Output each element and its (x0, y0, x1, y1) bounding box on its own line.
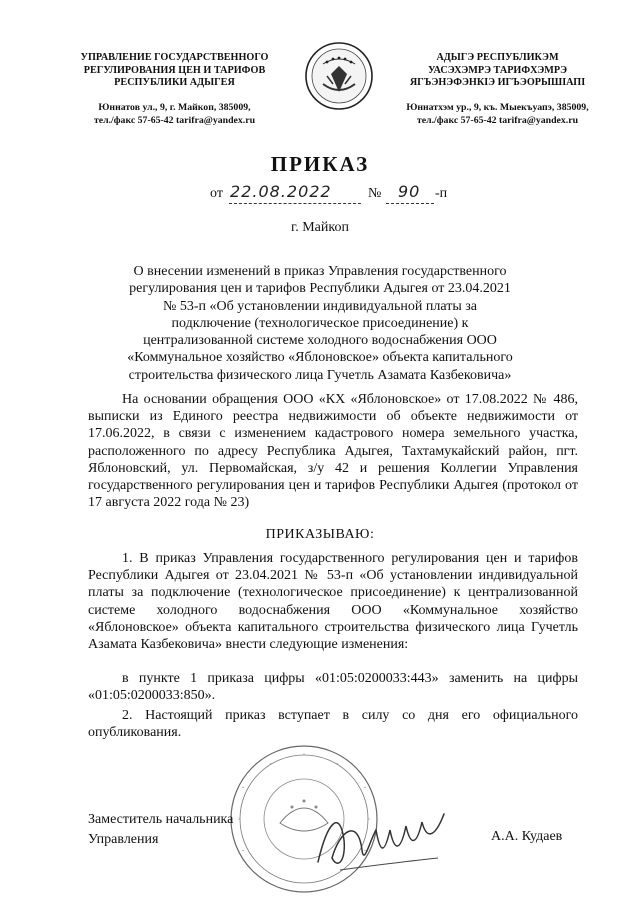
document-subject: О внесении изменений в приказ Управления государственного регулирования цен и тарифов Республики Адыгея от 23.04.2021 № 53-п «Об установлении индивидуальной платы за подключение (технологическое присоединение) к централизованной системе холодного водоснабжения ООО «Коммунальное хозяйство «Яблоновское» объекта капитального строительства физического лица Гучетль Азамата Казбековича» (127, 264, 513, 383)
right-org-name: АДЫГЭ РЕСПУБЛИКЭМ УАСЭХЭМРЭ ТАРИФХЭМРЭ ЯГЪЭНЭФЭНКІЭ ИГЪЭОРЫШІАПІ (409, 52, 586, 88)
signatory-position: Заместитель начальника Управления (88, 812, 234, 847)
number-sign: № (368, 186, 382, 201)
handwritten-number: 90 (398, 182, 421, 201)
number-underline (386, 203, 434, 204)
coat-of-arms-emblem (303, 40, 375, 112)
item-2-paragraph: 2. Настоящий приказ вступает в силу со дня его официального опубликования. (88, 708, 578, 741)
date-underline (229, 203, 361, 204)
handwritten-signature (310, 800, 450, 880)
handwritten-date: 22.08.2022 (230, 182, 332, 201)
item-1-paragraph: 1. В приказ Управления государственного регулирования цен и тарифов Республики Адыгея от 23.04.2021 № 53-п «Об установлении индивидуальной платы за подключение (технологическое присоединение) к централизованной системе холодного водоснабжения ООО «Коммунальное хозяйство «Яблоновское» объекта капитального строительства физического лица Гучетль Азамата Казбековича» внести следующие изменения: (88, 551, 578, 653)
signatory-name: А.А. Кудаев (491, 829, 563, 844)
date-number-line (200, 184, 460, 206)
left-org-address: Юннатов ул., 9, г. Майкоп, 385009, тел./факс 57-65-42 tarifra@yandex.ru (93, 102, 256, 126)
date-prefix: от (210, 186, 223, 201)
item-1-subparagraph: в пункте 1 приказа цифры «01:05:0200033:443» заменить на цифры «01:05:0200033:850». (88, 671, 578, 704)
city: г. Майкоп (291, 220, 349, 235)
basis-paragraph: На основании обращения ООО «КХ «Яблоновское» от 17.08.2022 № 486, выписки из Единого реестра недвижимости об объекте недвижимости от 17.06.2022, в связи с изменением кадастрового номера земельного участка, расположенного по адресу Республика Адыгея, Тахтамукайский район, пгт. Яблоновский, ул. Первомайская, з/у 42 и решения Коллегии Управления государственного регулирования цен и тарифов Республики Адыгея (протокол от 17 августа 2022 года № 23) (88, 392, 578, 511)
right-org-address: Юннатхэм ур., 9, къ. Мыекъуапэ, 385009, тел./факс 57-65-42 tarifra@yandex.ru (406, 102, 589, 126)
number-suffix: -п (435, 186, 448, 201)
left-org-name: УПРАВЛЕНИЕ ГОСУДАРСТВЕННОГО РЕГУЛИРОВАНИЯ ЦЕН И ТАРИФОВ РЕСПУБЛИКИ АДЫГЕЯ (80, 52, 269, 88)
document-title: ПРИКАЗ (270, 152, 370, 176)
orders-heading: ПРИКАЗЫВАЮ: (265, 527, 375, 542)
